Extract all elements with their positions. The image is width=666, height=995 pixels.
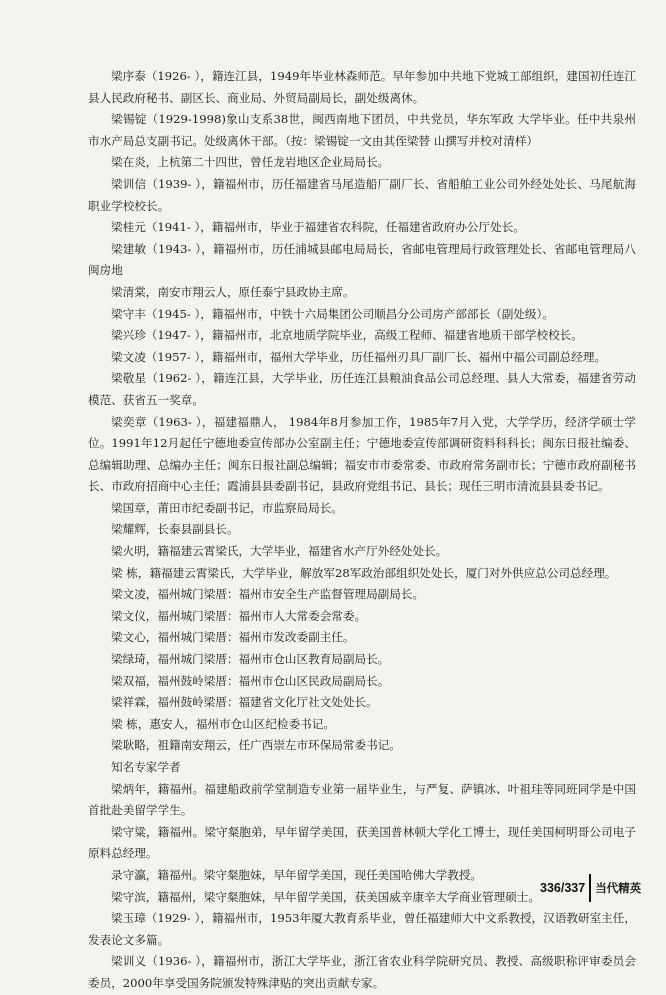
paragraph: 梁祥霖，福州鼓岭梁厝：福建省文化厅社文处处长。 — [111, 695, 378, 710]
paragraph: 梁训信（1939- ），籍福州市，历任福建省马尾造船厂副厂长、省船舶工业公司外经处处长、马尾航海职业学校校长。 — [88, 176, 636, 213]
paragraph: 梁文凌（1957- ），籍福州市，福州大学毕业，历任福州刃具厂副厂长、福州中福公司副总经理。 — [111, 349, 607, 364]
paragraph: 梁文仪，福州城门梁厝：福州市人大常委会常委。 — [111, 608, 367, 623]
section-heading: 知名专家学者 — [111, 760, 181, 774]
page-footer — [540, 874, 641, 902]
paragraph: 梁 栋，惠安人，福州市仓山区纪检委书记。 — [111, 716, 335, 731]
paragraph: 梁玉璋（1929- ），籍福州市，1953年厦大教育系毕业，曾任福建师大中文系教授，汉语教研室主任，发表论文多篇。 — [88, 911, 636, 947]
paragraph: 梁敬星（1962- ），籍连江县，大学毕业，历任连江县粮油食品公司总经理、县人大常委，福建省劳动模范、获省五一奖章。 — [88, 371, 636, 407]
page-number: 336/337 — [540, 881, 586, 895]
paragraph: 录守瀛，籍福州。梁守粲胞妹，早年留学美国，现任美国哈佛大学教授。 — [111, 867, 483, 882]
paragraph: 梁清棠，南安市翔云人，原任泰宁县政协主席。 — [111, 284, 355, 299]
paragraph: 梁耀辉，长泰县副县长。 — [111, 522, 239, 537]
paragraph: 梁锡锭（1929-1998)象山支系38世，闽西南地下团员，中共党员，华东军政 大学毕业。任中共泉州市水产局总支副书记。处级离休干部。（按：梁锡锭一文由其侄梁替 山撰写并校对清样） — [88, 112, 636, 148]
paragraph: 梁守丰（1945- ），籍福州市，中铁十六局集团公司顺昌分公司房产部部长（副处级）。 — [111, 306, 554, 321]
paragraph: 梁守粱，籍福州。梁守粲胞弟，早年留学美国，获美国普林顿大学化工博士，现任美国柯明哥公司电子原料总经理。 — [88, 824, 636, 861]
paragraph: 梁文心，福州城门梁厝：福州市发改委副主任。 — [111, 630, 355, 645]
paragraph: 梁兴珍（1947- ），籍福州市，北京地质学院毕业，高级工程师、福建省地质干部学校校长。 — [111, 328, 583, 343]
paragraph: 梁炳年，籍福州。福建船政前学堂制造专业第一届毕业生，与严复、萨镇冰、叶祖珪等同班同学是中国首批赴美留学学生。 — [88, 781, 636, 818]
paragraph: 梁在炎，上杭第二十四世，曾任龙岩地区企业局局长。 — [111, 155, 390, 170]
paragraph: 梁守滨，籍福州，梁守粲胞妹，早年留学美国，获美国威辛康辛大学商业管理硕士。 — [111, 889, 540, 904]
paragraph: 梁绿琦，福州城门梁厝：福州市仓山区教育局副局长。 — [111, 652, 390, 667]
paragraph: 梁 栋，籍福建云霄梁氏，大学毕业，解放军28军政治部组织处处长，厦门对外供应总公司总经理。 — [111, 565, 617, 580]
paragraph: 梁建敏（1943- ），籍福州市，历任浦城县邮电局局长，省邮电管理局行政管理处长、省邮电管理局八闽房地 — [88, 241, 636, 278]
paragraph: 梁文凌，福州城门梁厝：福州市安全生产监督管理局副局长。 — [111, 587, 425, 602]
paragraph: 梁耿略，祖籍南安翔云，任广西崇左市环保局常委书记。 — [111, 738, 401, 753]
paragraph: 梁奕章（1963- ），福建福鼎人， 1984年8月参加工作，1985年7月入党，大学学历，经济学硕士学位。1991年12月起任宁德地委宣传部办公室副主任；宁德地委宣传部调研资料科科长；闽东日报社编委、总编辑助理、总编办主任；闽东日报社副总编辑；福安市市委常委、市政府常务副市长；宁德市政府副秘书长、市政府招商中心主任；霞浦县县委副书记，县政府党组书记、县长；现任三明市清流县县委书记。 — [88, 414, 636, 494]
paragraph: 梁序泰（1926- ），籍连江县，1949年毕业林森师范。早年参加中共地下党城工部组织，建国初任连江县人民政府秘书、副区长、商业局、外贸局副局长，副处级离休。 — [88, 69, 636, 105]
footer-divider — [589, 874, 591, 902]
document-body — [88, 66, 636, 995]
paragraph: 梁国章，莆田市纪委副书记，市监察局局长。 — [111, 500, 343, 515]
section-title: 当代精英 — [595, 881, 642, 895]
paragraph: 梁双福，福州鼓岭梁厝：福州市仓山区民政局副局长。 — [111, 673, 390, 688]
paragraph: 梁火明，籍福建云霄梁氏，大学毕业，福建省水产厅外经处处长。 — [111, 544, 448, 559]
paragraph: 梁桂元（1941- ），籍福州市，毕业于福建省农科院，任福建省政府办公厅处长。 — [111, 220, 525, 235]
paragraph: 梁训义（1936- ），籍福州市，浙江大学毕业，浙江省农业科学院研究员、教授、高级职称评审委员会委员，2000年享受国务院颁发特殊津贴的突出贡献专家。 — [88, 954, 636, 990]
